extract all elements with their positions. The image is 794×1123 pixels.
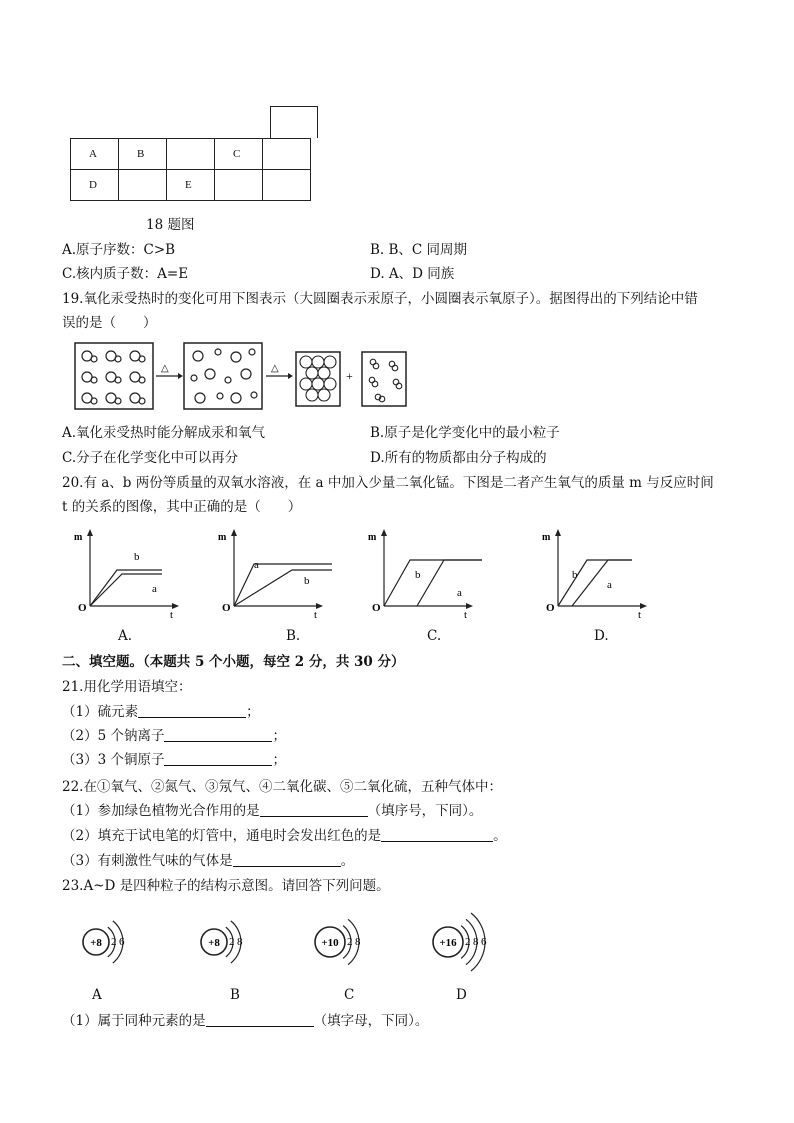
table-cell xyxy=(119,170,167,201)
q20-graphs xyxy=(62,524,682,624)
q22-item-3 xyxy=(62,852,354,870)
oxygen-atom xyxy=(91,356,97,362)
graph-d xyxy=(542,529,647,621)
atom-diagram-d xyxy=(433,913,487,971)
oxygen-atom xyxy=(115,398,121,404)
q20-stem-cont: t 的关系的图像，其中正确的是（ ） xyxy=(62,499,302,515)
atom-diagram-a xyxy=(83,921,125,963)
table-cell: D xyxy=(71,170,119,201)
answer-blank[interactable] xyxy=(164,751,272,766)
series-line xyxy=(417,560,482,606)
q22-item-1 xyxy=(62,802,482,820)
q22-item-1-label: （1）参加绿色植物光合作用的是 xyxy=(62,803,260,819)
q20-stem: 20.有 a、b 两份等质量的双氧水溶液，在 a 中加入少量二氧化锰。下图是二者产生氧气的质量 m 与反应时间 xyxy=(62,475,714,491)
q21-stem: 21.用化学用语填空： xyxy=(62,679,192,695)
table-cell xyxy=(263,170,311,201)
nucleus-charge: +8 xyxy=(208,937,220,949)
axis-label-m: m xyxy=(368,532,377,543)
series-line xyxy=(384,560,482,606)
atom-diagram-c xyxy=(315,919,361,964)
q23-stem: 23.A~D 是四种粒子的结构示意图。请回答下列问题。 xyxy=(62,878,390,894)
graph-a xyxy=(74,529,179,621)
q18-option-b: B. B、C 同周期 xyxy=(370,242,468,258)
q21-item-end: ； xyxy=(272,728,286,744)
q23-item-1 xyxy=(62,1012,428,1030)
table-cell: C xyxy=(215,139,263,170)
q21-item-2 xyxy=(62,727,286,745)
q19-option-a: A.氧化汞受热时能分解成汞和氧气 xyxy=(62,425,266,441)
series-label-a: a xyxy=(152,583,157,595)
axis-label-t: t xyxy=(464,609,468,621)
q23-label-d: D xyxy=(456,987,467,1003)
q23-label-c: C xyxy=(344,987,355,1003)
q22-item-2-suffix: 。 xyxy=(493,828,507,844)
electron-count: 2 xyxy=(465,936,471,948)
nucleus-charge: +10 xyxy=(321,937,339,949)
series-label-a: a xyxy=(254,559,259,571)
q20-caption-b: B. xyxy=(286,628,301,644)
series-label-b: b xyxy=(134,551,140,563)
oxygen-atom xyxy=(91,398,97,404)
section-heading: 二、填空题。（本题共 5 个小题，每空 2 分，共 30 分） xyxy=(62,654,405,670)
plus-sign: + xyxy=(346,369,353,383)
q22-stem: 22.在①氧气、②氮气、③氖气、④二氧化碳、⑤二氧化硫，五种气体中： xyxy=(62,779,502,795)
electron-count: 2 xyxy=(347,936,353,948)
q22-item-3-label: （3）有刺激性气味的气体是 xyxy=(62,853,233,869)
electron-count: 8 xyxy=(355,936,361,948)
q22-item-2-label: （2）填充于试电笔的灯管中，通电时会发出红色的是 xyxy=(62,828,382,844)
q22-item-2 xyxy=(62,827,507,845)
oxygen-atom xyxy=(115,377,121,383)
atom-diagram-b xyxy=(201,921,243,963)
q18-table-top-cell xyxy=(270,106,318,138)
q23-label-a: A xyxy=(92,987,102,1003)
axis-label-t: t xyxy=(638,609,642,621)
series-label-b: b xyxy=(415,569,421,581)
q20-caption-a: A. xyxy=(118,628,133,644)
series-label-a: a xyxy=(607,579,612,591)
q21-item-3 xyxy=(62,751,286,769)
electron-count: 8 xyxy=(473,936,479,948)
answer-blank[interactable] xyxy=(206,1012,314,1027)
q23-atom-diagrams xyxy=(62,902,542,982)
q20-caption-c: C. xyxy=(427,628,442,644)
series-line xyxy=(558,560,632,606)
answer-blank[interactable] xyxy=(260,802,368,817)
origin-label: O xyxy=(546,602,555,614)
q19-molecule-diagram xyxy=(70,338,420,418)
table-cell xyxy=(215,170,263,201)
q21-item-2-label: （2）5 个钠离子 xyxy=(62,728,165,744)
table-cell: E xyxy=(167,170,215,201)
electron-count: 6 xyxy=(119,936,125,948)
answer-blank[interactable] xyxy=(164,727,272,742)
q23-label-b: B xyxy=(230,987,240,1003)
q21-item-3-label: （3）3 个铜原子 xyxy=(62,752,165,768)
series-line xyxy=(572,560,632,606)
electron-count: 2 xyxy=(229,936,235,948)
axis-label-t: t xyxy=(314,609,318,621)
axis-label-m: m xyxy=(542,532,551,543)
q21-item-end: ； xyxy=(272,752,286,768)
q18-option-c: C.核内质子数：A=E xyxy=(62,266,189,282)
graph-b xyxy=(218,529,332,621)
answer-blank[interactable] xyxy=(381,827,493,842)
q18-caption: 18 题图 xyxy=(146,217,195,233)
q21-item-1-label: （1）硫元素 xyxy=(62,704,139,720)
oxygen-atom xyxy=(139,398,145,404)
q21-item-1 xyxy=(62,703,260,721)
q19-stem-cont: 误的是（ ） xyxy=(62,315,157,331)
table-cell xyxy=(167,139,215,170)
oxygen-atom xyxy=(115,356,121,362)
origin-label: O xyxy=(222,602,231,614)
nucleus-charge: +16 xyxy=(439,937,457,949)
answer-blank[interactable] xyxy=(233,852,341,867)
axis-label-m: m xyxy=(74,532,83,543)
q19-option-b: B.原子是化学变化中的最小粒子 xyxy=(370,425,560,441)
heat-symbol: △ xyxy=(271,363,279,374)
q20-caption-d: D. xyxy=(594,628,609,644)
nucleus-charge: +8 xyxy=(90,937,102,949)
q19-stem: 19.氧化汞受热时的变化可用下图表示（大圆圈表示汞原子，小圆圈表示氧原子）。据图得出的下列结论中错 xyxy=(62,291,698,307)
q18-option-d: D. A、D 同族 xyxy=(370,266,455,282)
series-label-a: a xyxy=(457,587,462,599)
series-label-b: b xyxy=(572,569,578,581)
oxygen-atom xyxy=(139,377,145,383)
q22-item-3-suffix: 。 xyxy=(340,853,355,869)
q19-option-c: C.分子在化学变化中可以再分 xyxy=(62,450,239,466)
q21-item-end: ； xyxy=(246,704,260,720)
q18-option-a: A.原子序数：C>B xyxy=(62,242,176,258)
electron-count: 8 xyxy=(237,936,243,948)
axis-label-m: m xyxy=(218,532,227,543)
electron-count: 2 xyxy=(111,936,117,948)
oxygen-atom xyxy=(139,356,145,362)
q23-item-1-label: （1）属于同种元素的是 xyxy=(62,1013,206,1029)
graph-c xyxy=(368,529,482,621)
series-label-b: b xyxy=(304,575,310,587)
axis-label-t: t xyxy=(170,609,174,621)
table-cell: B xyxy=(119,139,167,170)
origin-label: O xyxy=(78,602,87,614)
origin-label: O xyxy=(372,602,381,614)
q19-option-d: D.所有的物质都由分子构成的 xyxy=(370,450,547,466)
heat-symbol: △ xyxy=(161,363,169,374)
oxygen-atom xyxy=(91,377,97,383)
table-cell: A xyxy=(71,139,119,170)
q18-periodic-table xyxy=(70,138,311,201)
q23-item-1-suffix: （填字母，下同）。 xyxy=(313,1013,429,1029)
table-cell xyxy=(263,139,311,170)
electron-count: 6 xyxy=(481,936,487,948)
answer-blank[interactable] xyxy=(138,703,246,718)
q22-item-1-suffix: （填序号，下同）。 xyxy=(367,803,483,819)
